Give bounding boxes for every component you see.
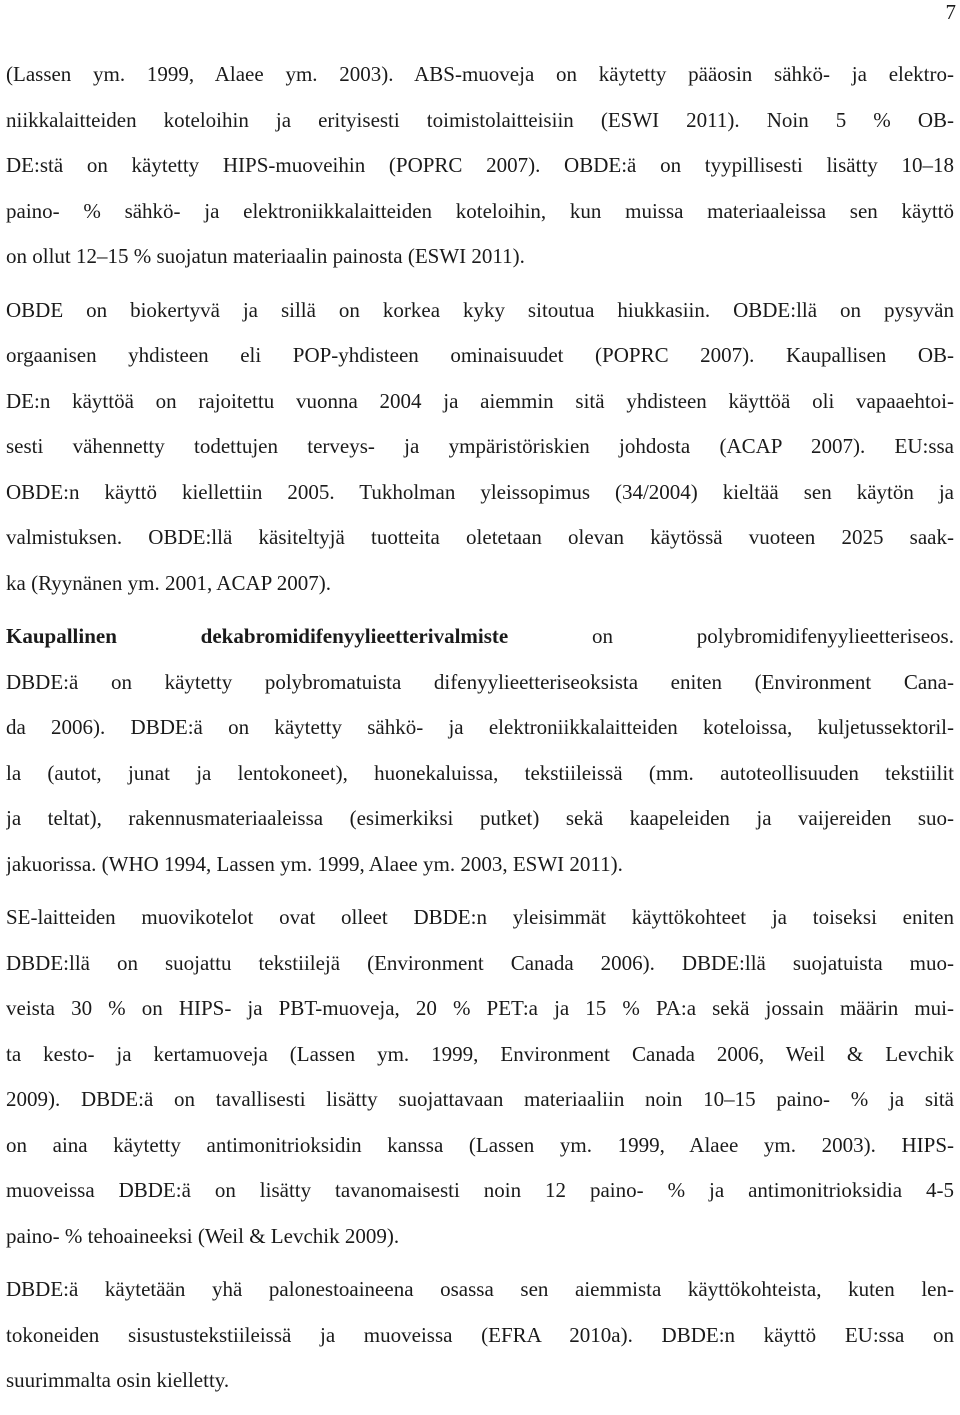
bold-term: Kaupallinen dekabromidifenyylieetterivalmiste: [6, 624, 509, 648]
text-line: SE-laitteiden muovikotelot ovat olleet DBDE:n yleisimmät käyttökohteet ja toiseksi eniten: [6, 905, 954, 929]
text-line: suurimmalta osin kielletty.: [6, 1368, 230, 1392]
text-line: ka (Ryynänen ym. 2001, ACAP 2007).: [6, 570, 332, 595]
text-line: DE:stä on käytetty HIPS-muoveihin (POPRC 2007). OBDE:ä on tyypillisesti lisätty 10–18: [6, 153, 954, 177]
text-line: DBDE:ä käytetään yhä palonestoaineena osassa sen aiemmista käyttökohteista, kuten len-: [6, 1277, 954, 1301]
text-line: muoveissa DBDE:ä on lisätty tavanomaisesti noin 12 paino- % ja antimonitrioksidia 4-5: [6, 1178, 954, 1202]
text-line: veista 30 % on HIPS- ja PBT-muoveja, 20 % PET:a ja 15 % PA:a sekä jossain määrin mui-: [6, 996, 954, 1020]
text-line: tokoneiden sisustustekstiileissä ja muoveissa (EFRA 2010a). DBDE:n käyttö EU:ssa on: [6, 1322, 954, 1347]
text-line: sesti vähennetty todettujen terveys- ja ympäristöriskien johdosta (ACAP 2007). EU:ssa: [6, 434, 954, 458]
paragraph-obde-properties: [6, 288, 954, 607]
text-line: DBDE:ä on käytetty polybromatuista difenyylieetteriseoksista eniten (Environment Cana-: [6, 669, 954, 694]
document-body: [6, 52, 954, 1414]
text-line: ja teltat), rakennusmateriaaleissa (esimerkiksi putket) sekä kaapeleiden ja vaijereiden suo-: [6, 806, 954, 830]
text-line: on ollut 12–15 % suojatun materiaalin painosta (ESWI 2011).: [6, 244, 525, 268]
text-line: OBDE on biokertyvä ja sillä on korkea kyky sitoutua hiukkasiin. OBDE:llä on pysyvän: [6, 297, 954, 322]
text-line: ta kesto- ja kertamuoveja (Lassen ym. 1999, Environment Canada 2006, Weil & Levchik: [6, 1041, 954, 1066]
text-line: paino- % sähkö- ja elektroniikkalaitteiden koteloihin, kun muissa materiaaleissa sen käyttö: [6, 198, 954, 223]
text-line: orgaanisen yhdisteen eli POP-yhdisteen ominaisuudet (POPRC 2007). Kaupallisen OB-: [6, 343, 954, 367]
text-line: paino- % tehoaineeksi (Weil & Levchik 2009).: [6, 1223, 400, 1248]
lead-rest: on polybromidifenyylieetteriseos.: [508, 624, 954, 648]
text-line: 2009). DBDE:ä on tavallisesti lisätty suojattavaan materiaaliin noin 10–15 paino- % ja sitä: [6, 1087, 954, 1111]
text-line-lead: [6, 614, 954, 660]
paragraph-dbde-commercial: [6, 614, 954, 887]
paragraph-se-devices: [6, 895, 954, 1259]
text-line: (Lassen ym. 1999, Alaee ym. 2003). ABS-muoveja on käytetty pääosin sähkö- ja elektro-: [6, 62, 954, 86]
paragraph-dbde-current-use: [6, 1267, 954, 1404]
text-line: on aina käytetty antimonitrioksidin kanssa (Lassen ym. 1999, Alaee ym. 2003). HIPS-: [6, 1132, 954, 1157]
text-line: DE:n käyttöä on rajoitettu vuonna 2004 ja aiemmin sitä yhdisteen käyttöä oli vapaaehtoi-: [6, 388, 954, 413]
page-number: 7: [945, 0, 956, 24]
paragraph-abs-plastics: [6, 52, 954, 280]
text-line: jakuorissa. (WHO 1994, Lassen ym. 1999, Alaee ym. 2003, ESWI 2011).: [6, 851, 623, 876]
text-line: valmistuksen. OBDE:llä käsiteltyjä tuotteita oletetaan olevan käytössä vuoteen 2025 saak-: [6, 525, 954, 549]
text-line: la (autot, junat ja lentokoneet), huonekaluissa, tekstiileissä (mm. autoteollisuuden tekstiilit: [6, 760, 954, 785]
text-line: niikkalaitteiden koteloihin ja erityisesti toimistolaitteisiin (ESWI 2011). Noin 5 % OB-: [6, 107, 954, 132]
text-line: OBDE:n käyttö kiellettiin 2005. Tukholman yleissopimus (34/2004) kieltää sen käytön ja: [6, 479, 954, 504]
text-line: DBDE:llä on suojattu tekstiilejä (Environment Canada 2006). DBDE:llä suojatuista muo-: [6, 950, 954, 975]
text-line: da 2006). DBDE:ä on käytetty sähkö- ja elektroniikkalaitteiden koteloissa, kuljetussektoril-: [6, 715, 954, 739]
